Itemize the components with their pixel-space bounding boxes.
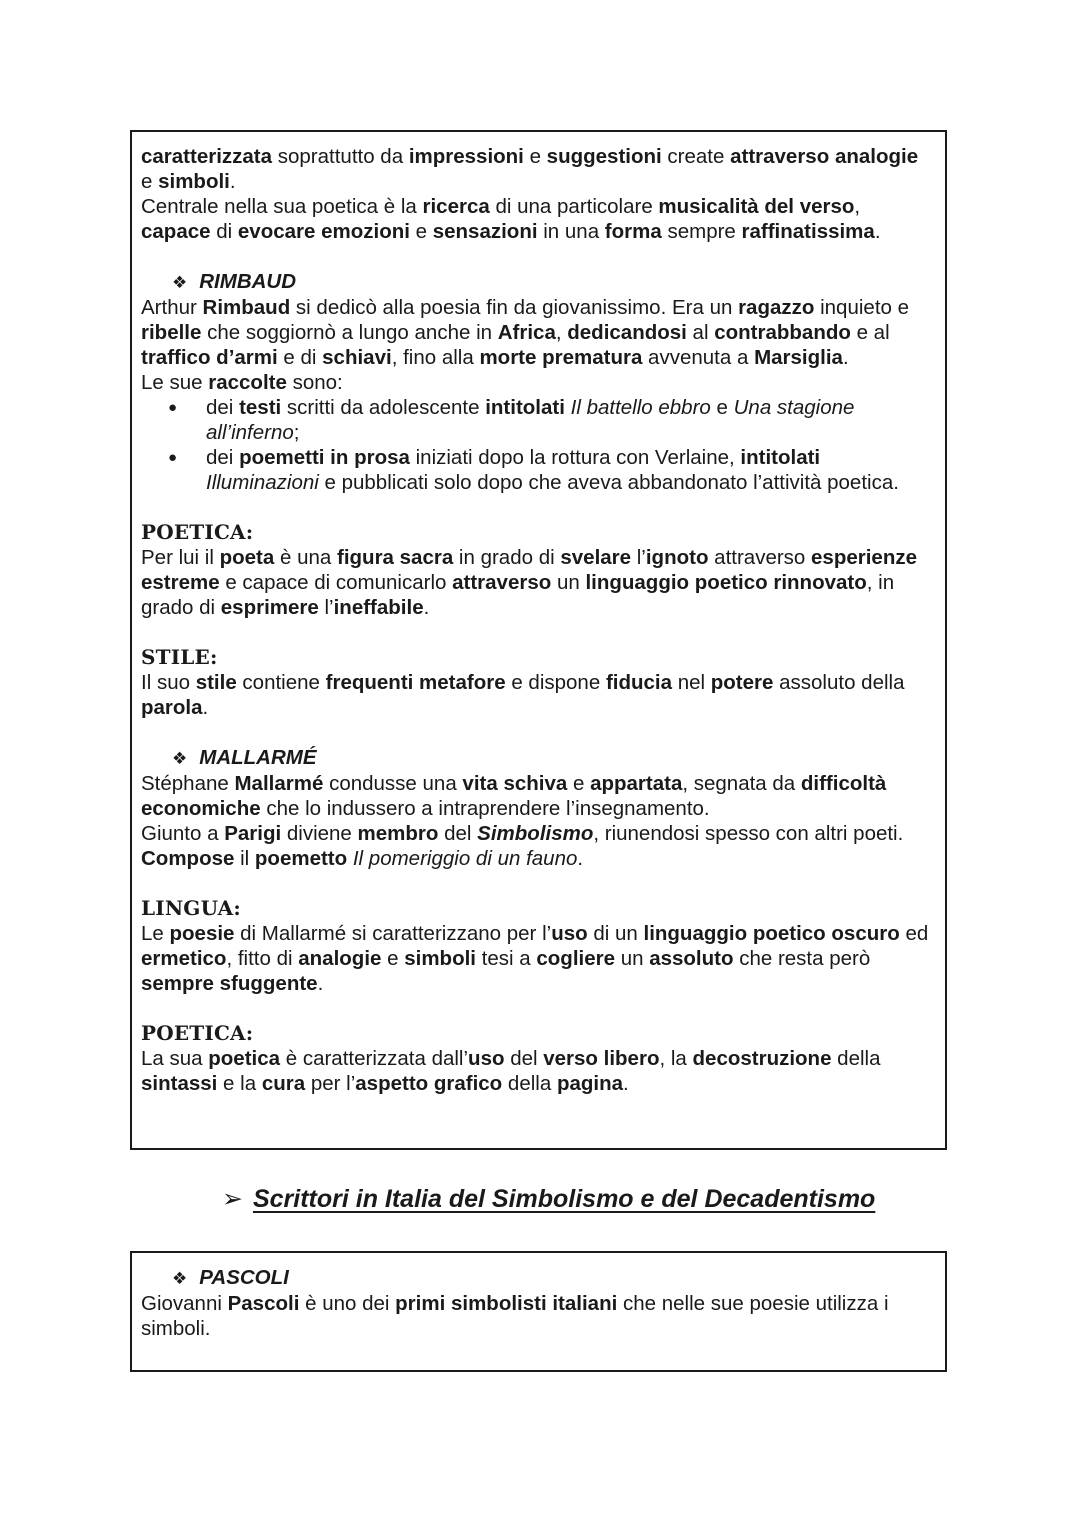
intro-paragraph-1: caratterizzata soprattutto da impressioni e suggestioni create attraverso analogie e simboli. [141, 145, 919, 193]
diamond-bullet-icon: ❖ [172, 1269, 188, 1288]
section-title [222, 1183, 922, 1215]
list-item: ● dei poemetti in prosa iniziati dopo la rottura con Verlaine, intitolati Illuminazioni e pubblicati solo dopo che aveva abbandonato l’attività poetica. [206, 445, 935, 495]
pascoli-heading: ❖ PASCOLI [172, 1266, 289, 1289]
rimbaud-poetica-text: Per lui il poeta è una figura sacra in grado di svelare l’ignoto attraverso esperienze estreme e capace di comunicarlo attraverso un linguaggio poetico rinnovato, in grado di esprimere l’ineffabile. [141, 546, 918, 619]
rimbaud-poetica-label: POETICA: [141, 520, 254, 544]
intro-paragraph-2: Centrale nella sua poetica è la ricerca di una particolare musicalità del verso, capace di evocare emozioni e sensazioni in una forma sempre raffinatissima. [141, 195, 881, 243]
mallarme-poetica-label: POETICA: [141, 1021, 254, 1045]
mallarme-heading: ❖ MALLARMÉ [172, 746, 317, 769]
rimbaud-collections-intro: Le sue raccolte sono: [141, 371, 343, 394]
section-title-text: Scrittori in Italia del Simbolismo e del Decadentismo [252, 1185, 876, 1213]
list-item: ● dei testi scritti da adolescente intitolati Il battello ebbro e Una stagione all’inferno; [206, 395, 935, 445]
mallarme-bio-2: Giunto a Parigi diviene membro del Simbolismo, riunendosi spesso con altri poeti. [141, 822, 904, 845]
pascoli-text: Giovanni Pascoli è uno dei primi simbolisti italiani che nelle sue poesie utilizza i simboli. [141, 1292, 889, 1340]
mallarme-lingua-text: Le poesie di Mallarmé si caratterizzano per l’uso di un linguaggio poetico oscuro ed ermetico, fitto di analogie e simboli tesi a cogliere un assoluto che resta però sempre sfuggente. [141, 922, 929, 995]
content-box-italian-writers [130, 1251, 947, 1372]
rimbaud-stile-text: Il suo stile contiene frequenti metafore e dispone fiducia nel potere assoluto della parola. [141, 671, 905, 719]
content-box-french-symbolists [130, 130, 947, 1150]
mallarme-lingua-label: LINGUA: [141, 896, 241, 920]
rimbaud-bio: Arthur Rimbaud si dedicò alla poesia fin da giovanissimo. Era un ragazzo inquieto e ribelle che soggiornò a lungo anche in Africa, dedicandosi al contrabbando e al traffico d’armi e di schiavi, fino alla morte prematura avvenuta a Marsiglia. [141, 296, 910, 369]
rimbaud-stile-label: STILE: [141, 645, 218, 669]
diamond-bullet-icon: ❖ [172, 749, 188, 768]
mallarme-poetica-text: La sua poetica è caratterizzata dall’uso del verso libero, la decostruzione della sintassi e la cura per l’aspetto grafico della pagina. [141, 1047, 881, 1095]
arrow-bullet-icon: ➢ [222, 1185, 243, 1213]
rimbaud-collections-list [141, 395, 935, 495]
mallarme-bio-1: Stéphane Mallarmé condusse una vita schiva e appartata, segnata da difficoltà economiche che lo indussero a intraprendere l’insegnamento. [141, 772, 887, 820]
rimbaud-heading: ❖ RIMBAUD [172, 270, 297, 293]
mallarme-bio-3: Compose il poemetto Il pomeriggio di un fauno. [141, 847, 584, 870]
diamond-bullet-icon: ❖ [172, 273, 188, 292]
